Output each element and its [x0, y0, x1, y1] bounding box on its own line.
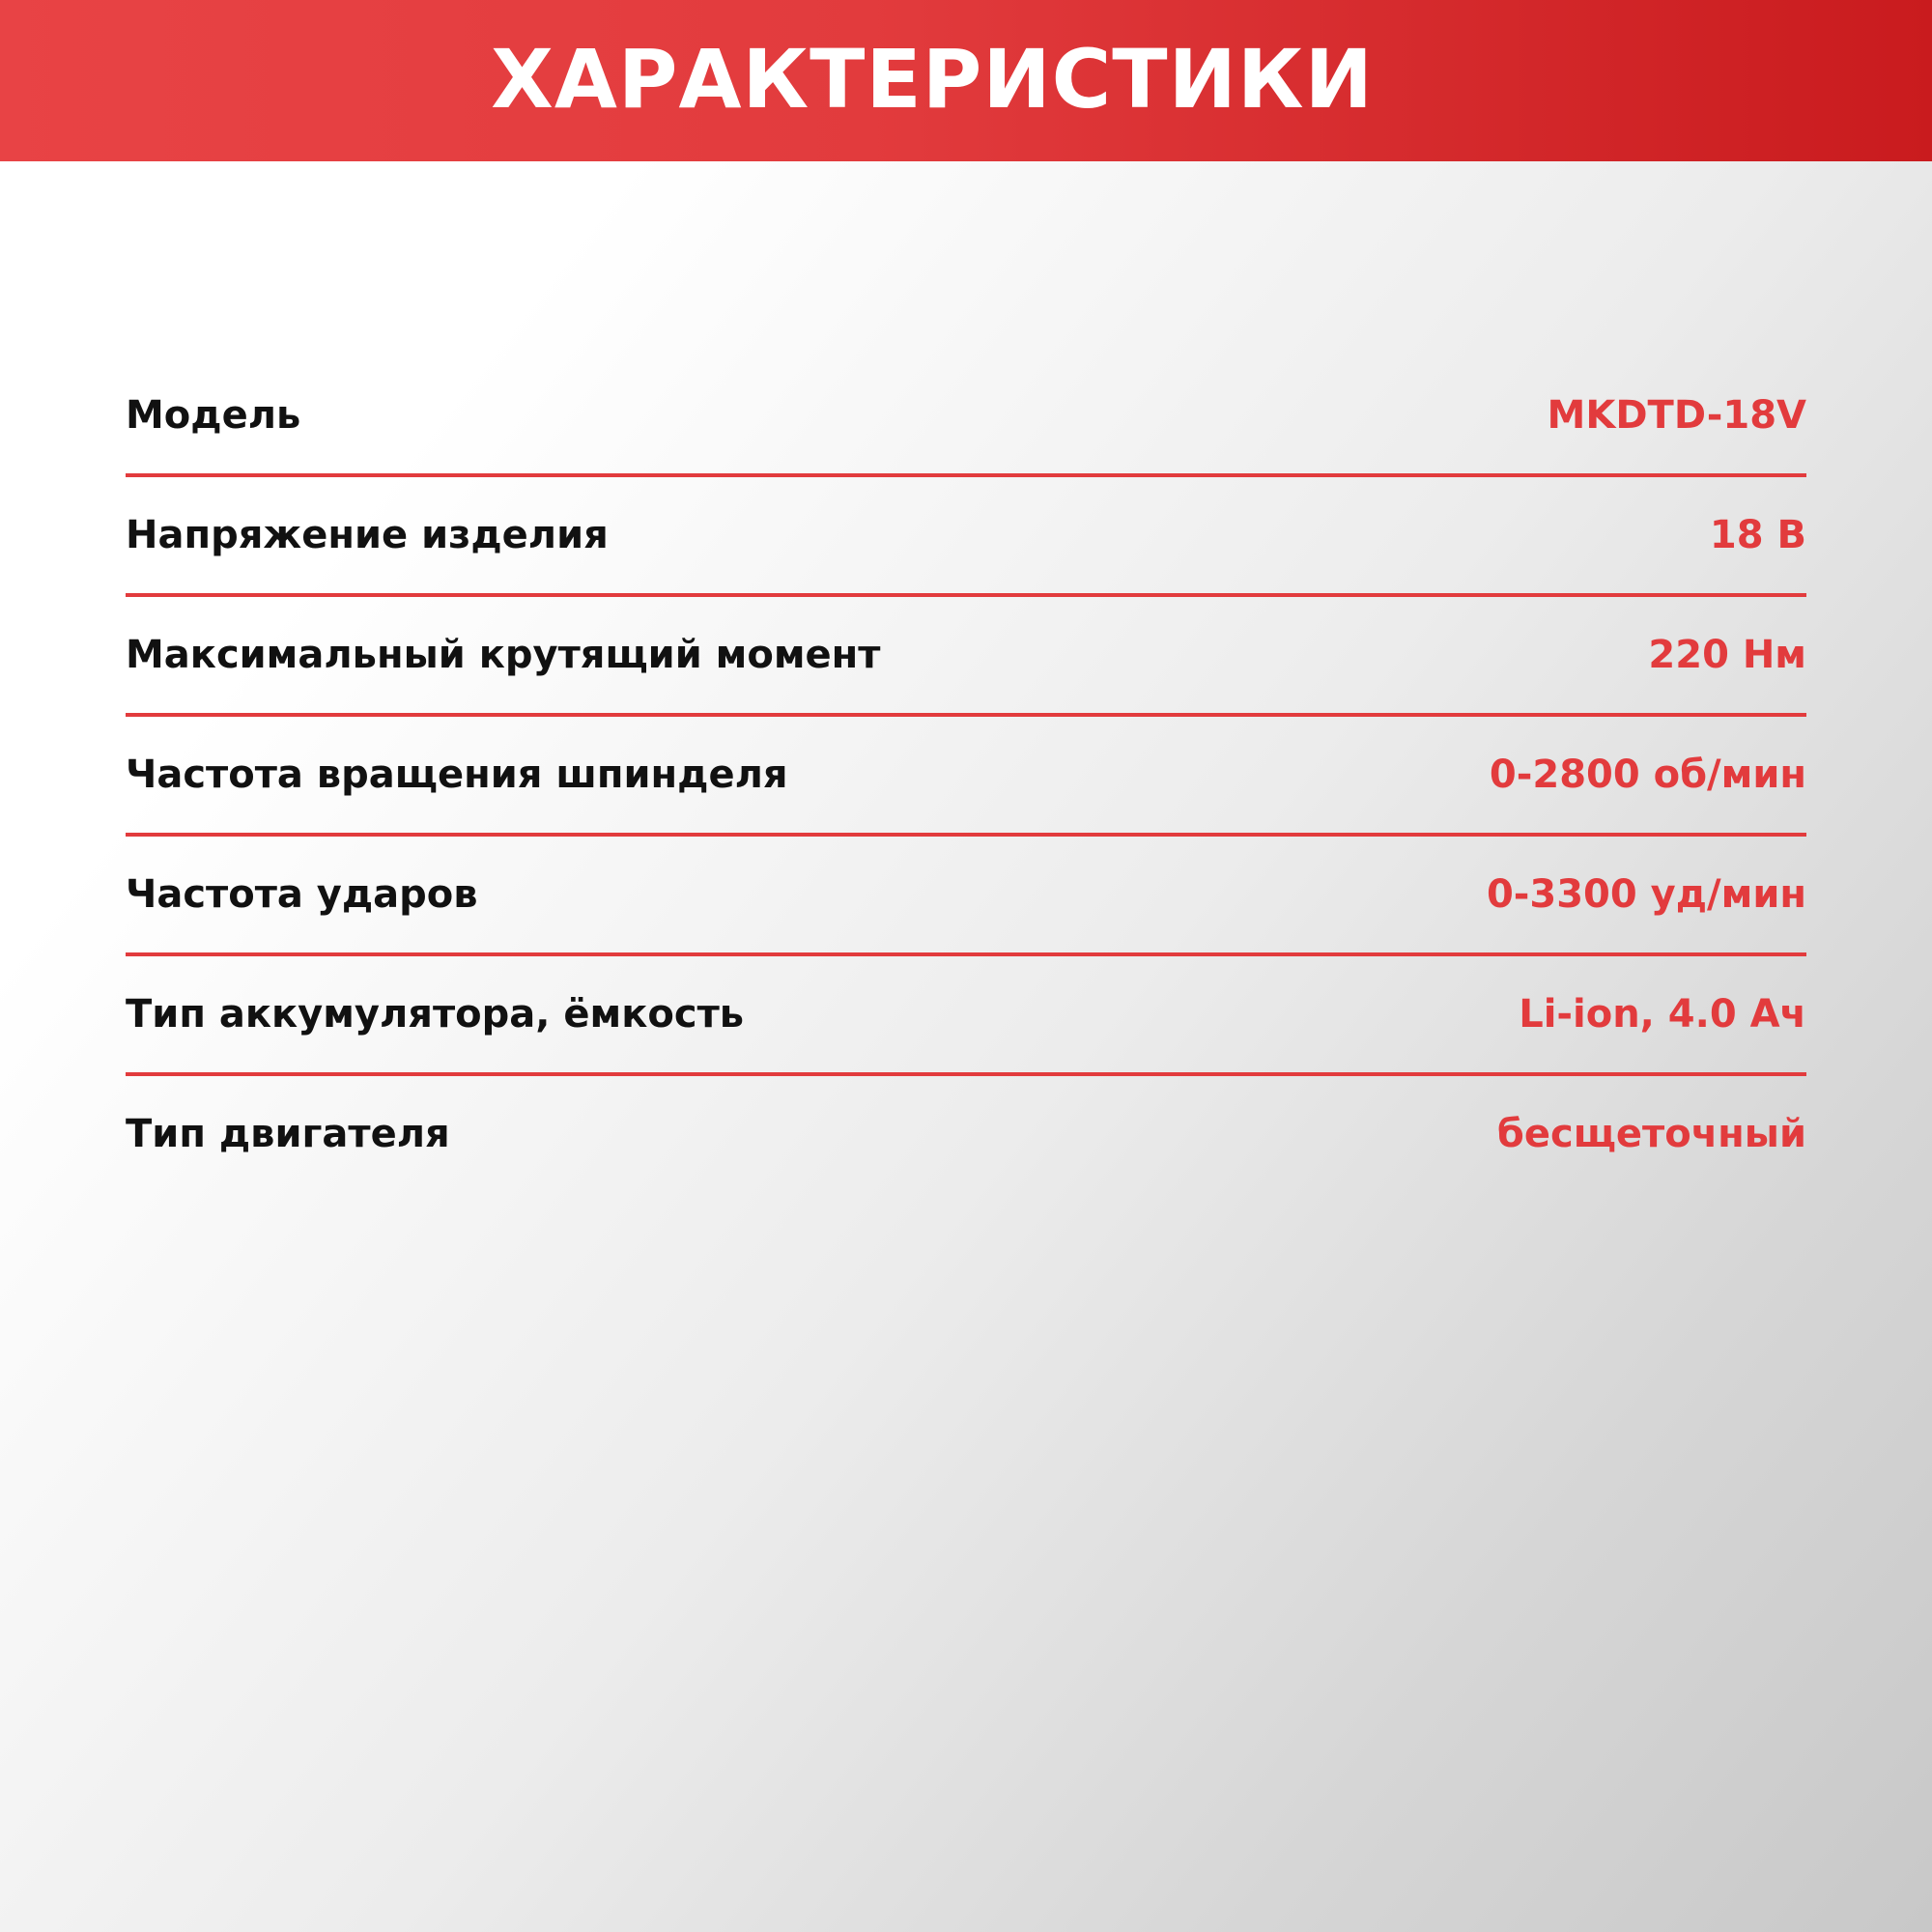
spec-label: Напряжение изделия — [126, 513, 609, 557]
spec-label: Частота ударов — [126, 872, 478, 917]
spec-label: Тип двигателя — [126, 1112, 450, 1156]
spec-label: Максимальный крутящий момент — [126, 633, 881, 677]
spec-label: Тип аккумулятора, ёмкость — [126, 992, 745, 1037]
spec-row-spindle-speed — [126, 717, 1806, 837]
spec-row-model — [126, 357, 1806, 477]
spec-row-battery — [126, 956, 1806, 1076]
page-title: ХАРАКТЕРИСТИКИ — [491, 31, 1374, 127]
spec-value: Li-ion, 4.0 Ач — [1519, 992, 1806, 1037]
spec-row-torque — [126, 597, 1806, 717]
spec-value: 220 Нм — [1648, 633, 1806, 677]
spec-row-motor — [126, 1076, 1806, 1192]
spec-value: бесщеточный — [1496, 1112, 1806, 1156]
spec-value: 0-3300 уд/мин — [1486, 872, 1806, 917]
spec-value: 18 В — [1709, 513, 1806, 557]
spec-table — [126, 357, 1806, 1192]
spec-label: Частота вращения шпинделя — [126, 753, 788, 797]
header-banner — [0, 0, 1932, 161]
spec-label: Модель — [126, 393, 301, 438]
spec-row-impact-rate — [126, 837, 1806, 956]
spec-row-voltage — [126, 477, 1806, 597]
spec-value: 0-2800 об/мин — [1489, 753, 1806, 797]
spec-value: MKDTD-18V — [1547, 393, 1806, 438]
